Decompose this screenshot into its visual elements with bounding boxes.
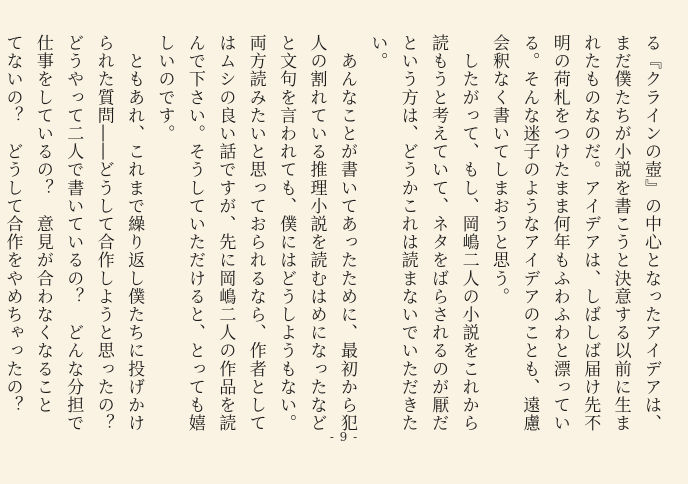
page-number: - 9 - [329, 430, 359, 444]
text-column: まだ僕たちが小説を書こうと決意する以前に生ま [610, 34, 631, 433]
text-column: れたものなのだ。アイデアは、しばしば届け先不 [580, 34, 601, 433]
body-text [2, 34, 666, 433]
text-column: あんなことが書いてあったために、最初から犯 [336, 34, 357, 433]
text-column: どうやって二人で書いているの？ どんな分担で [63, 34, 84, 433]
text-column: しいのです。 [154, 34, 175, 143]
text-column: い。 [367, 34, 388, 71]
text-column: る『クラインの壺』の中心となったアイデアは、 [641, 34, 661, 433]
text-column: と文句を言われても、僕にはどうしようもない。 [276, 34, 297, 433]
text-column: る。そんな迷子のようなアイデアのことも、遠慮 [519, 34, 540, 433]
text-column: 読もうと考えていて、ネタをばらされるのが厭だ [428, 34, 449, 433]
text-column: 明の荷札をつけたまま何年もふわふわと漂ってい [549, 34, 570, 433]
text-column: 人の割れている推理小説を読むはめになったなど [306, 34, 327, 433]
text-column: 両方読みたいと思っておられるなら、作者として [245, 34, 266, 433]
text-column: んで下さい。そうしていただけると、とっても嬉 [184, 34, 205, 433]
text-column: てないの？ どうして合作をやめちゃったの？ [2, 34, 23, 415]
text-column: られた質問――どうして合作しようと思ったの？ [93, 34, 114, 433]
text-column: はムシの良い話ですが、先に岡嶋二人の作品を読 [215, 34, 236, 433]
text-column: 仕事をしているの？ 意見が合わなくなること [32, 34, 53, 415]
text-column: したがって、もし、岡嶋二人の小説をこれから [458, 34, 479, 433]
text-column: 会釈なく書いてしまおうと思う。 [488, 34, 509, 306]
text-column: ともあれ、これまで繰り返し僕たちに投げかけ [124, 34, 145, 433]
text-column: という方は、どうかこれは読まないでいただきた [397, 34, 418, 433]
